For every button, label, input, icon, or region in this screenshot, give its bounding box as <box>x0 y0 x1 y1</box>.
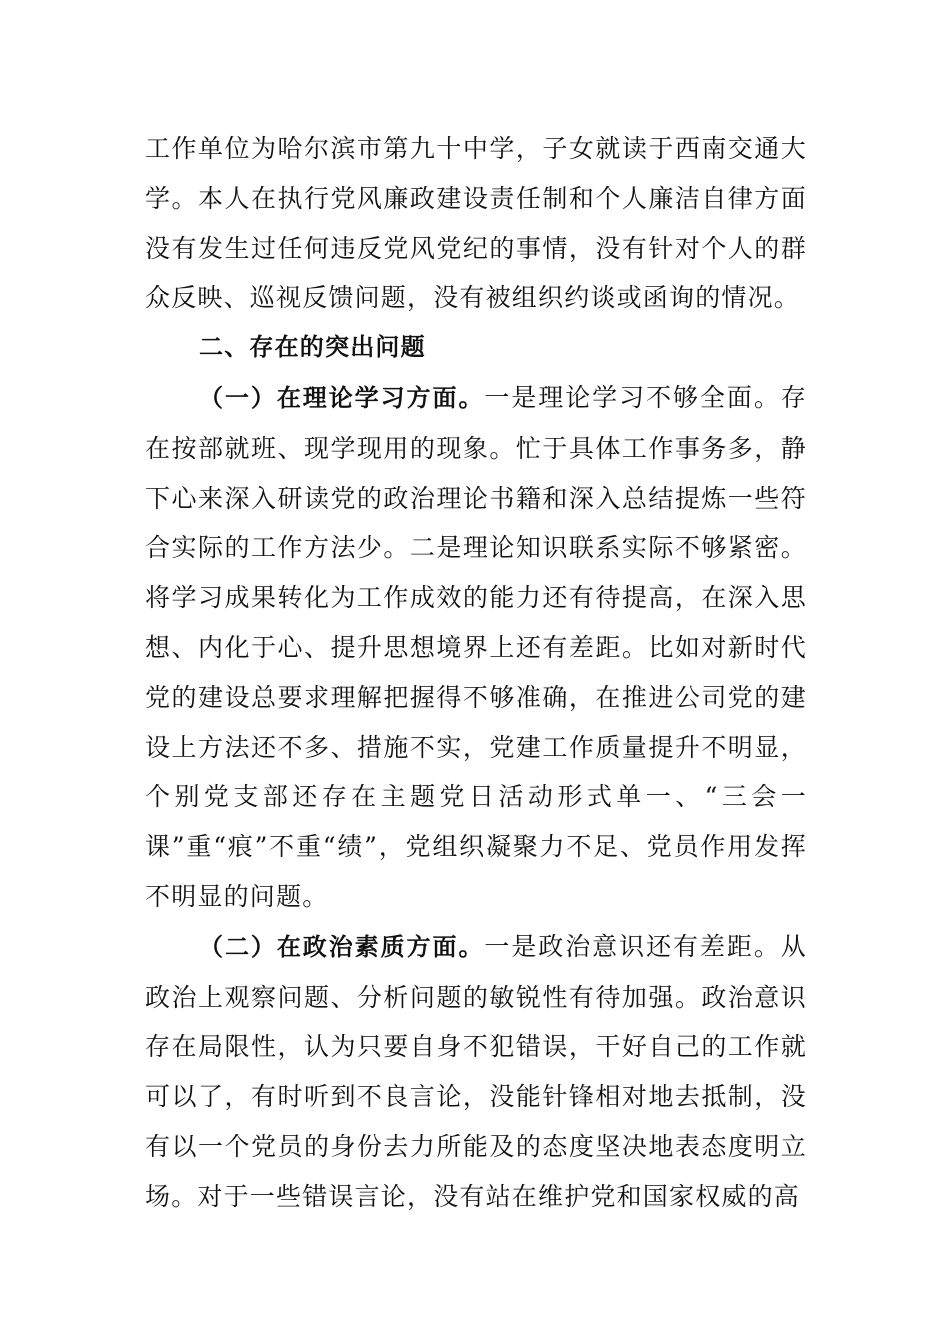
paragraph-theory-study-text: 一是理论学习不够全面。存在按部就班、现学现用的现象。忙于具体工作事务多，静下心来深入研读党的政治理论书籍和深入总结提炼一些符合实际的工作方法少。二是理论知识联系实际不够紧密。将学习成果转化为工作成效的能力还有待提高，在深入思想、内化于心、提升思想境界上还有差距。比如对新时代党的建设总要求理解把握得不够准确，在推进公司党的建设上方法还不多、措施不实，党建工作质量提升不明显，个别党支部还存在主题党日活动形式单一、“三会一课”重“痕”不重“绩”，党组织凝聚力不足、党员作用发挥不明显的问题。 <box>145 382 808 911</box>
subsection-heading-theory-study: （一）在理论学习方面。 <box>199 383 485 412</box>
paragraph-family-integrity: 工作单位为哈尔滨市第九十中学，子女就读于西南交通大学。本人在执行党风廉政建设责任制和个人廉洁自律方面没有发生过任何违反党风党纪的事情，没有针对个人的群众反映、巡视反馈问题，没有被组织约谈或函询的情况。 <box>145 134 807 313</box>
paragraph-political-quality <box>145 922 807 1222</box>
document-body <box>145 124 807 1222</box>
paragraph-political-quality-text: 一是政治意识还有差距。从政治上观察问题、分析问题的敏锐性有待加强。政治意识存在局限性，认为只要自身不犯错误，干好自己的工作就可以了，有时听到不良言论，没能针锋相对地去抵制，没有以一个党员的身份去力所能及的态度坚决地表态度明立场。对于一些错误言论，没有站在维护党和国家权威的高 <box>145 931 808 1211</box>
paragraph-theory-study <box>145 373 807 922</box>
subsection-heading-political-quality: （二）在政治素质方面。 <box>199 932 485 961</box>
section-heading: 二、存在的突出问题 <box>199 333 426 362</box>
